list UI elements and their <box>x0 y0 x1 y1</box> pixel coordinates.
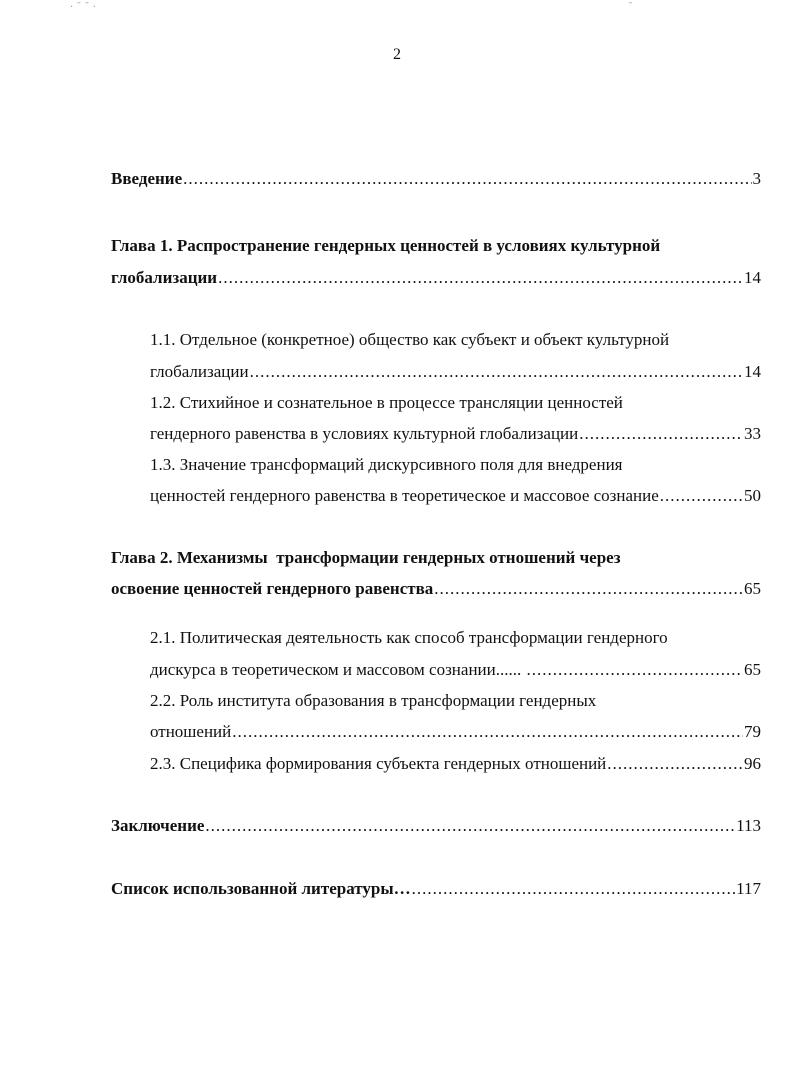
toc-entry-title: отношений <box>150 722 232 741</box>
section-2-2-line1: 2.2. Роль института образования в трансформации гендерных <box>150 691 597 710</box>
toc-entry-title: Заключение <box>111 816 205 835</box>
dot-leader <box>218 266 743 290</box>
scan-artifact: ˉ <box>628 2 633 13</box>
section-1-3-line1: 1.3. Значение трансформаций дискурсивного поля для внедрения <box>150 455 623 474</box>
toc-entry-title: освоение ценностей гендерного равенства <box>111 579 434 598</box>
chapter1-title-line1: Глава 1. Распространение гендерных ценностей в условиях культурной <box>111 236 661 255</box>
dot-leader <box>527 658 744 682</box>
toc-entry-title: глобализации <box>150 362 249 381</box>
toc-entry-section-1-1 <box>150 360 761 384</box>
dot-leader <box>232 720 743 744</box>
toc-entry-page: 79 <box>744 722 761 741</box>
dot-leader <box>434 577 743 601</box>
section-1-2-line1: 1.2. Стихийное и сознательное в процессе трансляции ценностей <box>150 393 623 412</box>
toc-entry-page: 33 <box>744 424 761 443</box>
toc-entry-page: 65 <box>744 660 761 679</box>
dot-leader <box>412 877 736 901</box>
toc-entry-page: 3 <box>752 169 761 188</box>
toc-entry-section-1-3 <box>150 484 761 508</box>
toc-entry-chapter2 <box>111 577 761 601</box>
dot-leader <box>250 360 743 384</box>
toc-entry-conclusion <box>111 814 761 838</box>
toc-entry-page: 65 <box>744 579 761 598</box>
page-number: 2 <box>393 46 401 63</box>
scan-artifact: · ˉ ˉ · <box>70 2 96 13</box>
toc-entry-title: ценностей гендерного равенства в теоретическое и массовое сознание <box>150 486 659 505</box>
toc-entry-page: 113 <box>736 816 761 835</box>
toc-entry-title: гендерного равенства в условиях культурной глобализации <box>150 424 579 443</box>
toc-entry-page: 96 <box>744 754 761 773</box>
toc-entry-page: 14 <box>744 362 761 381</box>
toc-entry-title: Список использованной литературы… <box>111 879 411 898</box>
toc-entry-intro <box>111 167 761 191</box>
toc-entry-section-2-1 <box>150 658 761 682</box>
dot-leader <box>607 752 743 776</box>
dot-leader <box>205 814 735 838</box>
section-1-1-line1: 1.1. Отдельное (конкретное) общество как субъект и объект культурной <box>150 330 670 349</box>
toc-entry-section-1-2 <box>150 422 761 446</box>
toc-entry-page: 117 <box>736 879 761 898</box>
chapter2-title-line1: Глава 2. Механизмы трансформации гендерных отношений через <box>111 548 621 567</box>
toc-entry-page: 14 <box>744 268 761 287</box>
toc-entry-chapter1 <box>111 266 761 290</box>
toc-entry-section-2-3 <box>150 752 761 776</box>
dot-leader <box>579 422 743 446</box>
toc-entry-title: 2.3. Специфика формирования субъекта гендерных отношений <box>150 754 607 773</box>
toc-entry-title: глобализации <box>111 268 218 287</box>
toc-entry-page: 50 <box>744 486 761 505</box>
toc-entry-bibliography <box>111 877 761 901</box>
toc-entry-title: Введение <box>111 169 183 188</box>
toc-entry-title: дискурса в теоретическом и массовом сознании...... <box>150 660 526 679</box>
section-2-1-line1: 2.1. Политическая деятельность как способ трансформации гендерного <box>150 628 668 647</box>
toc-entry-section-2-2 <box>150 720 761 744</box>
dot-leader <box>660 484 743 508</box>
dot-leader <box>183 167 751 191</box>
